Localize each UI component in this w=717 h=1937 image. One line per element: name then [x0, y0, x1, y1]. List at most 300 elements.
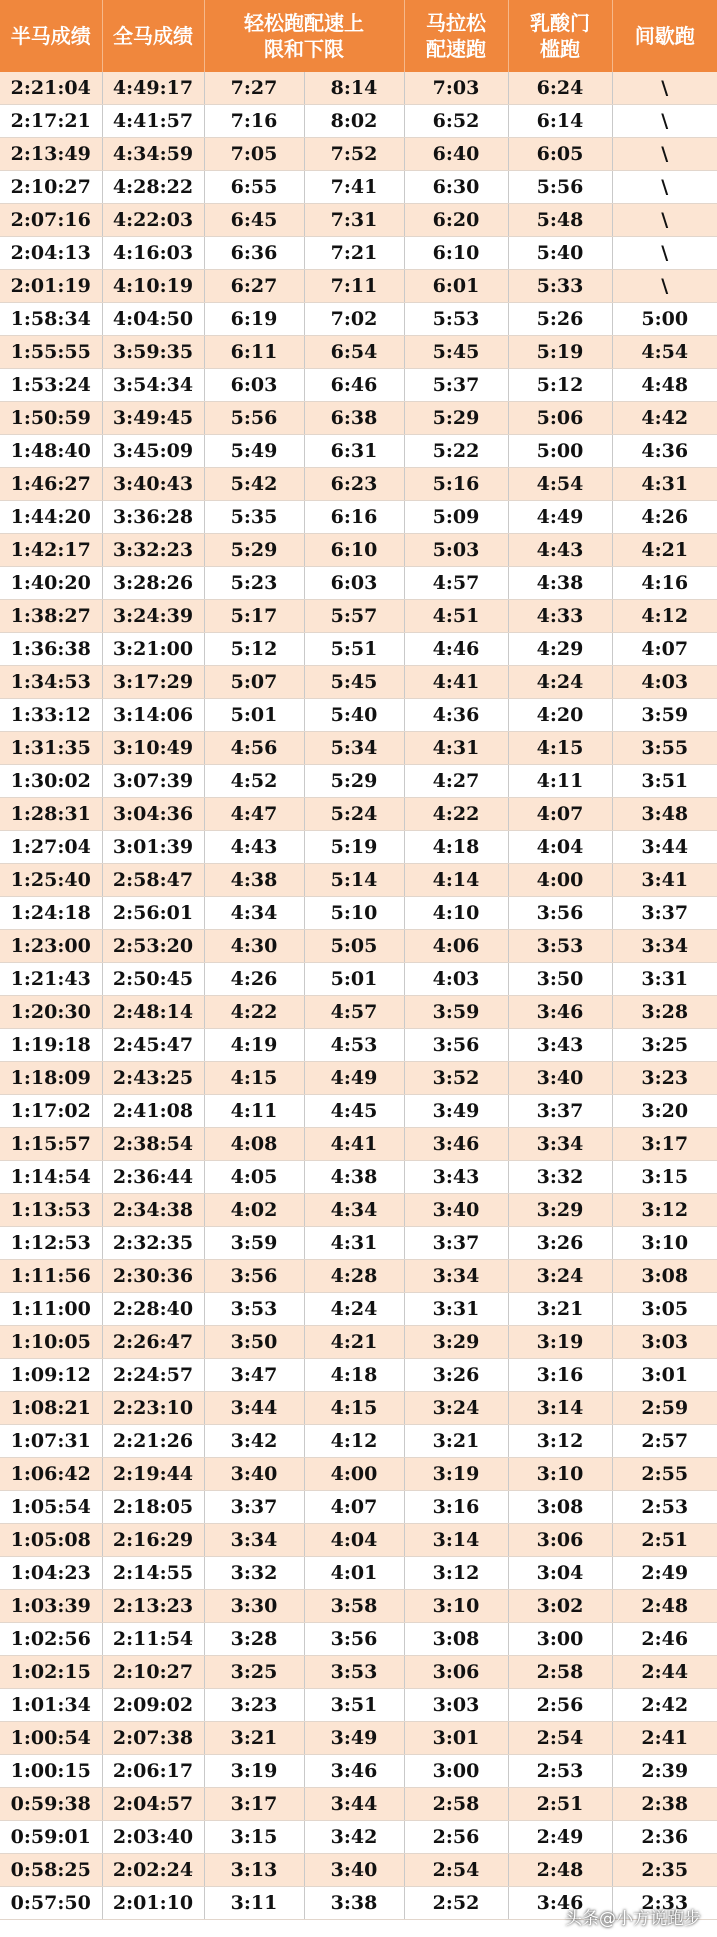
- table-cell: 3:31: [404, 1293, 508, 1326]
- table-cell: 5:19: [304, 831, 404, 864]
- table-row: [0, 765, 717, 798]
- table-body: [0, 72, 717, 1920]
- table-cell: 4:22: [404, 798, 508, 831]
- table-cell: 5:05: [304, 930, 404, 963]
- table-cell: 4:36: [612, 435, 717, 468]
- table-cell: 2:07:16: [0, 204, 102, 237]
- table-cell: 3:41: [612, 864, 717, 897]
- table-cell: 6:38: [304, 402, 404, 435]
- table-cell: 7:03: [404, 72, 508, 105]
- table-cell: 4:11: [508, 765, 612, 798]
- table-row: [0, 369, 717, 402]
- table-cell: 3:14:06: [102, 699, 204, 732]
- table-cell: 3:37: [612, 897, 717, 930]
- table-cell: 3:32:23: [102, 534, 204, 567]
- table-row: [0, 732, 717, 765]
- table-cell: 3:07:39: [102, 765, 204, 798]
- table-cell: 2:06:17: [102, 1755, 204, 1788]
- table-cell: 3:59: [612, 699, 717, 732]
- table-cell: 4:27: [404, 765, 508, 798]
- table-cell: 5:51: [304, 633, 404, 666]
- table-cell: 1:05:08: [0, 1524, 102, 1557]
- table-cell: 1:20:30: [0, 996, 102, 1029]
- table-cell: 4:28: [304, 1260, 404, 1293]
- table-cell: 5:01: [304, 963, 404, 996]
- table-cell: 4:03: [404, 963, 508, 996]
- table-cell: 0:59:01: [0, 1821, 102, 1854]
- table-cell: 2:10:27: [0, 171, 102, 204]
- header-row: [0, 0, 717, 72]
- table-cell: 1:11:00: [0, 1293, 102, 1326]
- header-easy-run: 轻松跑配速上 限和下限: [204, 0, 404, 72]
- table-cell: 1:50:59: [0, 402, 102, 435]
- table-cell: 1:38:27: [0, 600, 102, 633]
- table-cell: 3:47: [204, 1359, 304, 1392]
- table-cell: 8:14: [304, 72, 404, 105]
- table-cell: 1:55:55: [0, 336, 102, 369]
- table-row: [0, 963, 717, 996]
- table-cell: 4:24: [304, 1293, 404, 1326]
- table-cell: 2:36:44: [102, 1161, 204, 1194]
- table-cell: 2:49: [612, 1557, 717, 1590]
- table-cell: 4:18: [304, 1359, 404, 1392]
- table-cell: 7:27: [204, 72, 304, 105]
- table-cell: 2:45:47: [102, 1029, 204, 1062]
- table-cell: 1:24:18: [0, 897, 102, 930]
- table-cell: 2:55: [612, 1458, 717, 1491]
- table-cell: 4:51: [404, 600, 508, 633]
- table-cell: 3:06: [404, 1656, 508, 1689]
- table-cell: 4:43: [204, 831, 304, 864]
- table-cell: 1:05:54: [0, 1491, 102, 1524]
- table-cell: 4:41: [404, 666, 508, 699]
- table-cell: 3:49: [304, 1722, 404, 1755]
- table-cell: 3:14: [404, 1524, 508, 1557]
- table-cell: 3:14: [508, 1392, 612, 1425]
- table-cell: 2:52: [404, 1887, 508, 1920]
- table-cell: 3:17: [204, 1788, 304, 1821]
- table-cell: 3:42: [204, 1425, 304, 1458]
- table-cell: 5:19: [508, 336, 612, 369]
- table-cell: 2:32:35: [102, 1227, 204, 1260]
- table-cell: 3:10:49: [102, 732, 204, 765]
- table-cell: 4:19: [204, 1029, 304, 1062]
- table-cell: 4:02: [204, 1194, 304, 1227]
- table-cell: 4:38: [508, 567, 612, 600]
- table-cell: 5:56: [204, 402, 304, 435]
- table-row: [0, 72, 717, 105]
- table-cell: 4:01: [304, 1557, 404, 1590]
- table-cell: 2:56:01: [102, 897, 204, 930]
- table-row: [0, 831, 717, 864]
- table-cell: 5:17: [204, 600, 304, 633]
- table-cell: 2:33: [612, 1887, 717, 1920]
- table-cell: 2:13:49: [0, 138, 102, 171]
- table-row: [0, 1755, 717, 1788]
- table-cell: 2:01:10: [102, 1887, 204, 1920]
- table-cell: 2:51: [508, 1788, 612, 1821]
- table-row: [0, 468, 717, 501]
- table-cell: 3:16: [508, 1359, 612, 1392]
- table-cell: 2:35: [612, 1854, 717, 1887]
- table-cell: 3:05: [612, 1293, 717, 1326]
- table-cell: 1:27:04: [0, 831, 102, 864]
- table-cell: 1:19:18: [0, 1029, 102, 1062]
- table-cell: 3:19: [508, 1326, 612, 1359]
- table-cell: 3:56: [508, 897, 612, 930]
- table-cell: 4:26: [612, 501, 717, 534]
- table-row: [0, 1260, 717, 1293]
- table-cell: 1:15:57: [0, 1128, 102, 1161]
- table-cell: 4:36: [404, 699, 508, 732]
- table-cell: 3:37: [508, 1095, 612, 1128]
- table-cell: 0:59:38: [0, 1788, 102, 1821]
- table-cell: 2:56: [404, 1821, 508, 1854]
- table-cell: 2:42: [612, 1689, 717, 1722]
- table-cell: 0:57:50: [0, 1887, 102, 1920]
- table-cell: 3:12: [612, 1194, 717, 1227]
- table-row: [0, 138, 717, 171]
- table-cell: 3:53: [304, 1656, 404, 1689]
- table-cell: 4:31: [404, 732, 508, 765]
- table-row: [0, 1458, 717, 1491]
- table-row: [0, 996, 717, 1029]
- table-cell: 5:03: [404, 534, 508, 567]
- table-cell: \: [612, 171, 717, 204]
- table-cell: 3:30: [204, 1590, 304, 1623]
- table-cell: 2:11:54: [102, 1623, 204, 1656]
- table-cell: 4:34: [304, 1194, 404, 1227]
- table-cell: 4:11: [204, 1095, 304, 1128]
- table-cell: 2:51: [612, 1524, 717, 1557]
- table-cell: 3:08: [508, 1491, 612, 1524]
- table-cell: 3:26: [404, 1359, 508, 1392]
- table-cell: 5:00: [508, 435, 612, 468]
- table-cell: 2:03:40: [102, 1821, 204, 1854]
- table-cell: 2:57: [612, 1425, 717, 1458]
- table-cell: 3:17:29: [102, 666, 204, 699]
- table-cell: 2:46: [612, 1623, 717, 1656]
- table-cell: 3:53: [204, 1293, 304, 1326]
- table-cell: 4:53: [304, 1029, 404, 1062]
- table-cell: 4:34:59: [102, 138, 204, 171]
- table-cell: \: [612, 270, 717, 303]
- table-cell: 2:18:05: [102, 1491, 204, 1524]
- table-cell: 3:59: [204, 1227, 304, 1260]
- table-cell: 0:58:25: [0, 1854, 102, 1887]
- table-cell: 1:11:56: [0, 1260, 102, 1293]
- table-row: [0, 633, 717, 666]
- table-cell: 3:15: [204, 1821, 304, 1854]
- table-cell: 1:02:56: [0, 1623, 102, 1656]
- table-cell: 3:50: [204, 1326, 304, 1359]
- table-cell: 5:12: [508, 369, 612, 402]
- table-cell: 4:26: [204, 963, 304, 996]
- table-cell: 3:46: [404, 1128, 508, 1161]
- table-cell: 1:46:27: [0, 468, 102, 501]
- table-cell: 2:41:08: [102, 1095, 204, 1128]
- table-cell: 6:05: [508, 138, 612, 171]
- table-cell: 5:33: [508, 270, 612, 303]
- table-cell: 2:09:02: [102, 1689, 204, 1722]
- table-cell: 2:13:23: [102, 1590, 204, 1623]
- table-cell: 3:34: [204, 1524, 304, 1557]
- table-cell: 3:40: [304, 1854, 404, 1887]
- table-cell: 4:18: [404, 831, 508, 864]
- table-cell: 2:36: [612, 1821, 717, 1854]
- table-cell: 5:14: [304, 864, 404, 897]
- table-cell: 4:54: [612, 336, 717, 369]
- table-cell: 5:40: [304, 699, 404, 732]
- table-cell: 2:53:20: [102, 930, 204, 963]
- table-cell: 2:38: [612, 1788, 717, 1821]
- table-cell: 5:10: [304, 897, 404, 930]
- table-row: [0, 1425, 717, 1458]
- table-cell: 6:03: [304, 567, 404, 600]
- table-cell: 4:46: [404, 633, 508, 666]
- table-cell: 2:48:14: [102, 996, 204, 1029]
- table-cell: 4:07: [612, 633, 717, 666]
- table-cell: 3:20: [612, 1095, 717, 1128]
- table-cell: 3:42: [304, 1821, 404, 1854]
- table-cell: 3:04:36: [102, 798, 204, 831]
- table-cell: 2:48: [612, 1590, 717, 1623]
- table-cell: 1:25:40: [0, 864, 102, 897]
- table-cell: 4:57: [304, 996, 404, 1029]
- table-row: [0, 402, 717, 435]
- table-cell: 5:00: [612, 303, 717, 336]
- table-cell: 3:52: [404, 1062, 508, 1095]
- table-cell: 4:03: [612, 666, 717, 699]
- table-cell: 1:10:05: [0, 1326, 102, 1359]
- table-row: [0, 1656, 717, 1689]
- table-cell: 4:05: [204, 1161, 304, 1194]
- table-cell: 2:16:29: [102, 1524, 204, 1557]
- table-row: [0, 1524, 717, 1557]
- table-row: [0, 171, 717, 204]
- table-cell: 2:54: [508, 1722, 612, 1755]
- table-cell: 6:11: [204, 336, 304, 369]
- table-cell: 1:17:02: [0, 1095, 102, 1128]
- table-cell: 1:00:15: [0, 1755, 102, 1788]
- table-cell: 3:25: [204, 1656, 304, 1689]
- table-cell: 2:53: [508, 1755, 612, 1788]
- table-cell: 2:43:25: [102, 1062, 204, 1095]
- table-cell: 4:21: [612, 534, 717, 567]
- table-cell: 2:17:21: [0, 105, 102, 138]
- table-cell: 3:58: [304, 1590, 404, 1623]
- table-cell: 7:02: [304, 303, 404, 336]
- table-cell: 2:02:24: [102, 1854, 204, 1887]
- table-cell: 3:04: [508, 1557, 612, 1590]
- table-cell: 3:32: [508, 1161, 612, 1194]
- table-cell: 4:49: [304, 1062, 404, 1095]
- table-cell: 3:36:28: [102, 501, 204, 534]
- table-row: [0, 1029, 717, 1062]
- table-cell: 2:54: [404, 1854, 508, 1887]
- table-cell: 1:18:09: [0, 1062, 102, 1095]
- table-cell: 7:52: [304, 138, 404, 171]
- table-cell: 3:03: [612, 1326, 717, 1359]
- table-cell: 1:12:53: [0, 1227, 102, 1260]
- table-cell: 5:16: [404, 468, 508, 501]
- header-threshold: 乳酸门 槛跑: [508, 0, 612, 72]
- table-row: [0, 270, 717, 303]
- table-cell: 6:27: [204, 270, 304, 303]
- table-cell: 4:29: [508, 633, 612, 666]
- table-cell: 2:38:54: [102, 1128, 204, 1161]
- table-cell: 4:07: [304, 1491, 404, 1524]
- table-cell: 1:00:54: [0, 1722, 102, 1755]
- table-cell: 3:40: [508, 1062, 612, 1095]
- table-cell: 1:34:53: [0, 666, 102, 699]
- table-cell: 3:56: [404, 1029, 508, 1062]
- table-cell: 7:41: [304, 171, 404, 204]
- table-cell: 2:21:04: [0, 72, 102, 105]
- table-cell: 3:16: [404, 1491, 508, 1524]
- table-cell: 2:24:57: [102, 1359, 204, 1392]
- table-cell: 3:15: [612, 1161, 717, 1194]
- table-row: [0, 501, 717, 534]
- table-row: [0, 237, 717, 270]
- table-cell: 1:23:00: [0, 930, 102, 963]
- table-cell: 5:34: [304, 732, 404, 765]
- table-row: [0, 600, 717, 633]
- table-cell: 5:29: [304, 765, 404, 798]
- table-cell: 2:07:38: [102, 1722, 204, 1755]
- table-cell: 4:56: [204, 732, 304, 765]
- table-cell: 5:07: [204, 666, 304, 699]
- table-cell: 2:58:47: [102, 864, 204, 897]
- table-cell: 2:23:10: [102, 1392, 204, 1425]
- table-row: [0, 1821, 717, 1854]
- table-cell: 3:21: [404, 1425, 508, 1458]
- table-cell: 3:37: [204, 1491, 304, 1524]
- table-cell: 2:14:55: [102, 1557, 204, 1590]
- header-marathon-pace: 马拉松 配速跑: [404, 0, 508, 72]
- table-cell: 5:49: [204, 435, 304, 468]
- table-cell: 3:24:39: [102, 600, 204, 633]
- table-cell: 3:46: [304, 1755, 404, 1788]
- table-cell: 3:25: [612, 1029, 717, 1062]
- table-cell: 2:30:36: [102, 1260, 204, 1293]
- table-row: [0, 567, 717, 600]
- table-cell: 4:15: [304, 1392, 404, 1425]
- table-cell: 6:36: [204, 237, 304, 270]
- table-cell: 5:29: [404, 402, 508, 435]
- table-cell: 3:13: [204, 1854, 304, 1887]
- table-row: [0, 1557, 717, 1590]
- table-cell: 1:28:31: [0, 798, 102, 831]
- table-cell: 4:34: [204, 897, 304, 930]
- table-cell: 3:54:34: [102, 369, 204, 402]
- table-cell: 3:02: [508, 1590, 612, 1623]
- table-row: [0, 1854, 717, 1887]
- table-cell: 1:09:12: [0, 1359, 102, 1392]
- table-cell: 5:09: [404, 501, 508, 534]
- table-cell: \: [612, 105, 717, 138]
- table-cell: 7:31: [304, 204, 404, 237]
- table-cell: 1:08:21: [0, 1392, 102, 1425]
- table-cell: 5:42: [204, 468, 304, 501]
- table-cell: 5:56: [508, 171, 612, 204]
- table-cell: 2:59: [612, 1392, 717, 1425]
- table-cell: 3:49: [404, 1095, 508, 1128]
- table-cell: 3:56: [204, 1260, 304, 1293]
- table-cell: 3:34: [508, 1128, 612, 1161]
- table-cell: 6:10: [304, 534, 404, 567]
- table-row: [0, 864, 717, 897]
- table-cell: 4:52: [204, 765, 304, 798]
- table-cell: 3:50: [508, 963, 612, 996]
- table-cell: 3:53: [508, 930, 612, 963]
- table-cell: 4:24: [508, 666, 612, 699]
- table-row: [0, 1095, 717, 1128]
- table-cell: 6:46: [304, 369, 404, 402]
- table-cell: 3:40:43: [102, 468, 204, 501]
- table-cell: 4:08: [204, 1128, 304, 1161]
- table-cell: 3:56: [304, 1623, 404, 1656]
- table-cell: 5:24: [304, 798, 404, 831]
- table-cell: 6:52: [404, 105, 508, 138]
- table-cell: 3:11: [204, 1887, 304, 1920]
- table-cell: 3:10: [404, 1590, 508, 1623]
- table-cell: 4:12: [304, 1425, 404, 1458]
- table-cell: 4:43: [508, 534, 612, 567]
- table-cell: 4:42: [612, 402, 717, 435]
- table-cell: 2:04:57: [102, 1788, 204, 1821]
- table-cell: 4:45: [304, 1095, 404, 1128]
- table-cell: 1:53:24: [0, 369, 102, 402]
- table-cell: 4:49:17: [102, 72, 204, 105]
- table-cell: 5:45: [304, 666, 404, 699]
- table-cell: 3:26: [508, 1227, 612, 1260]
- table-cell: 7:05: [204, 138, 304, 171]
- table-cell: 6:03: [204, 369, 304, 402]
- table-cell: \: [612, 204, 717, 237]
- table-row: [0, 1359, 717, 1392]
- table-cell: 8:02: [304, 105, 404, 138]
- table-cell: 1:07:31: [0, 1425, 102, 1458]
- table-cell: 5:23: [204, 567, 304, 600]
- table-cell: 4:04: [508, 831, 612, 864]
- table-cell: 4:14: [404, 864, 508, 897]
- table-cell: 4:10:19: [102, 270, 204, 303]
- table-cell: 3:28: [204, 1623, 304, 1656]
- table-cell: 3:01: [404, 1722, 508, 1755]
- table-row: [0, 1194, 717, 1227]
- table-row: [0, 699, 717, 732]
- table-row: [0, 1623, 717, 1656]
- table-cell: 1:13:53: [0, 1194, 102, 1227]
- table-cell: 4:04: [304, 1524, 404, 1557]
- table-row: [0, 798, 717, 831]
- table-cell: 6:19: [204, 303, 304, 336]
- table-cell: 6:24: [508, 72, 612, 105]
- table-cell: 6:16: [304, 501, 404, 534]
- table-cell: 3:23: [612, 1062, 717, 1095]
- table-cell: 1:58:34: [0, 303, 102, 336]
- table-row: [0, 534, 717, 567]
- table-row: [0, 1590, 717, 1623]
- table-cell: 6:14: [508, 105, 612, 138]
- table-row: [0, 1128, 717, 1161]
- watermark: 头条@小方说跑步: [565, 1909, 701, 1929]
- table-cell: 1:21:43: [0, 963, 102, 996]
- table-cell: 1:06:42: [0, 1458, 102, 1491]
- table-row: [0, 1689, 717, 1722]
- table-cell: 4:57: [404, 567, 508, 600]
